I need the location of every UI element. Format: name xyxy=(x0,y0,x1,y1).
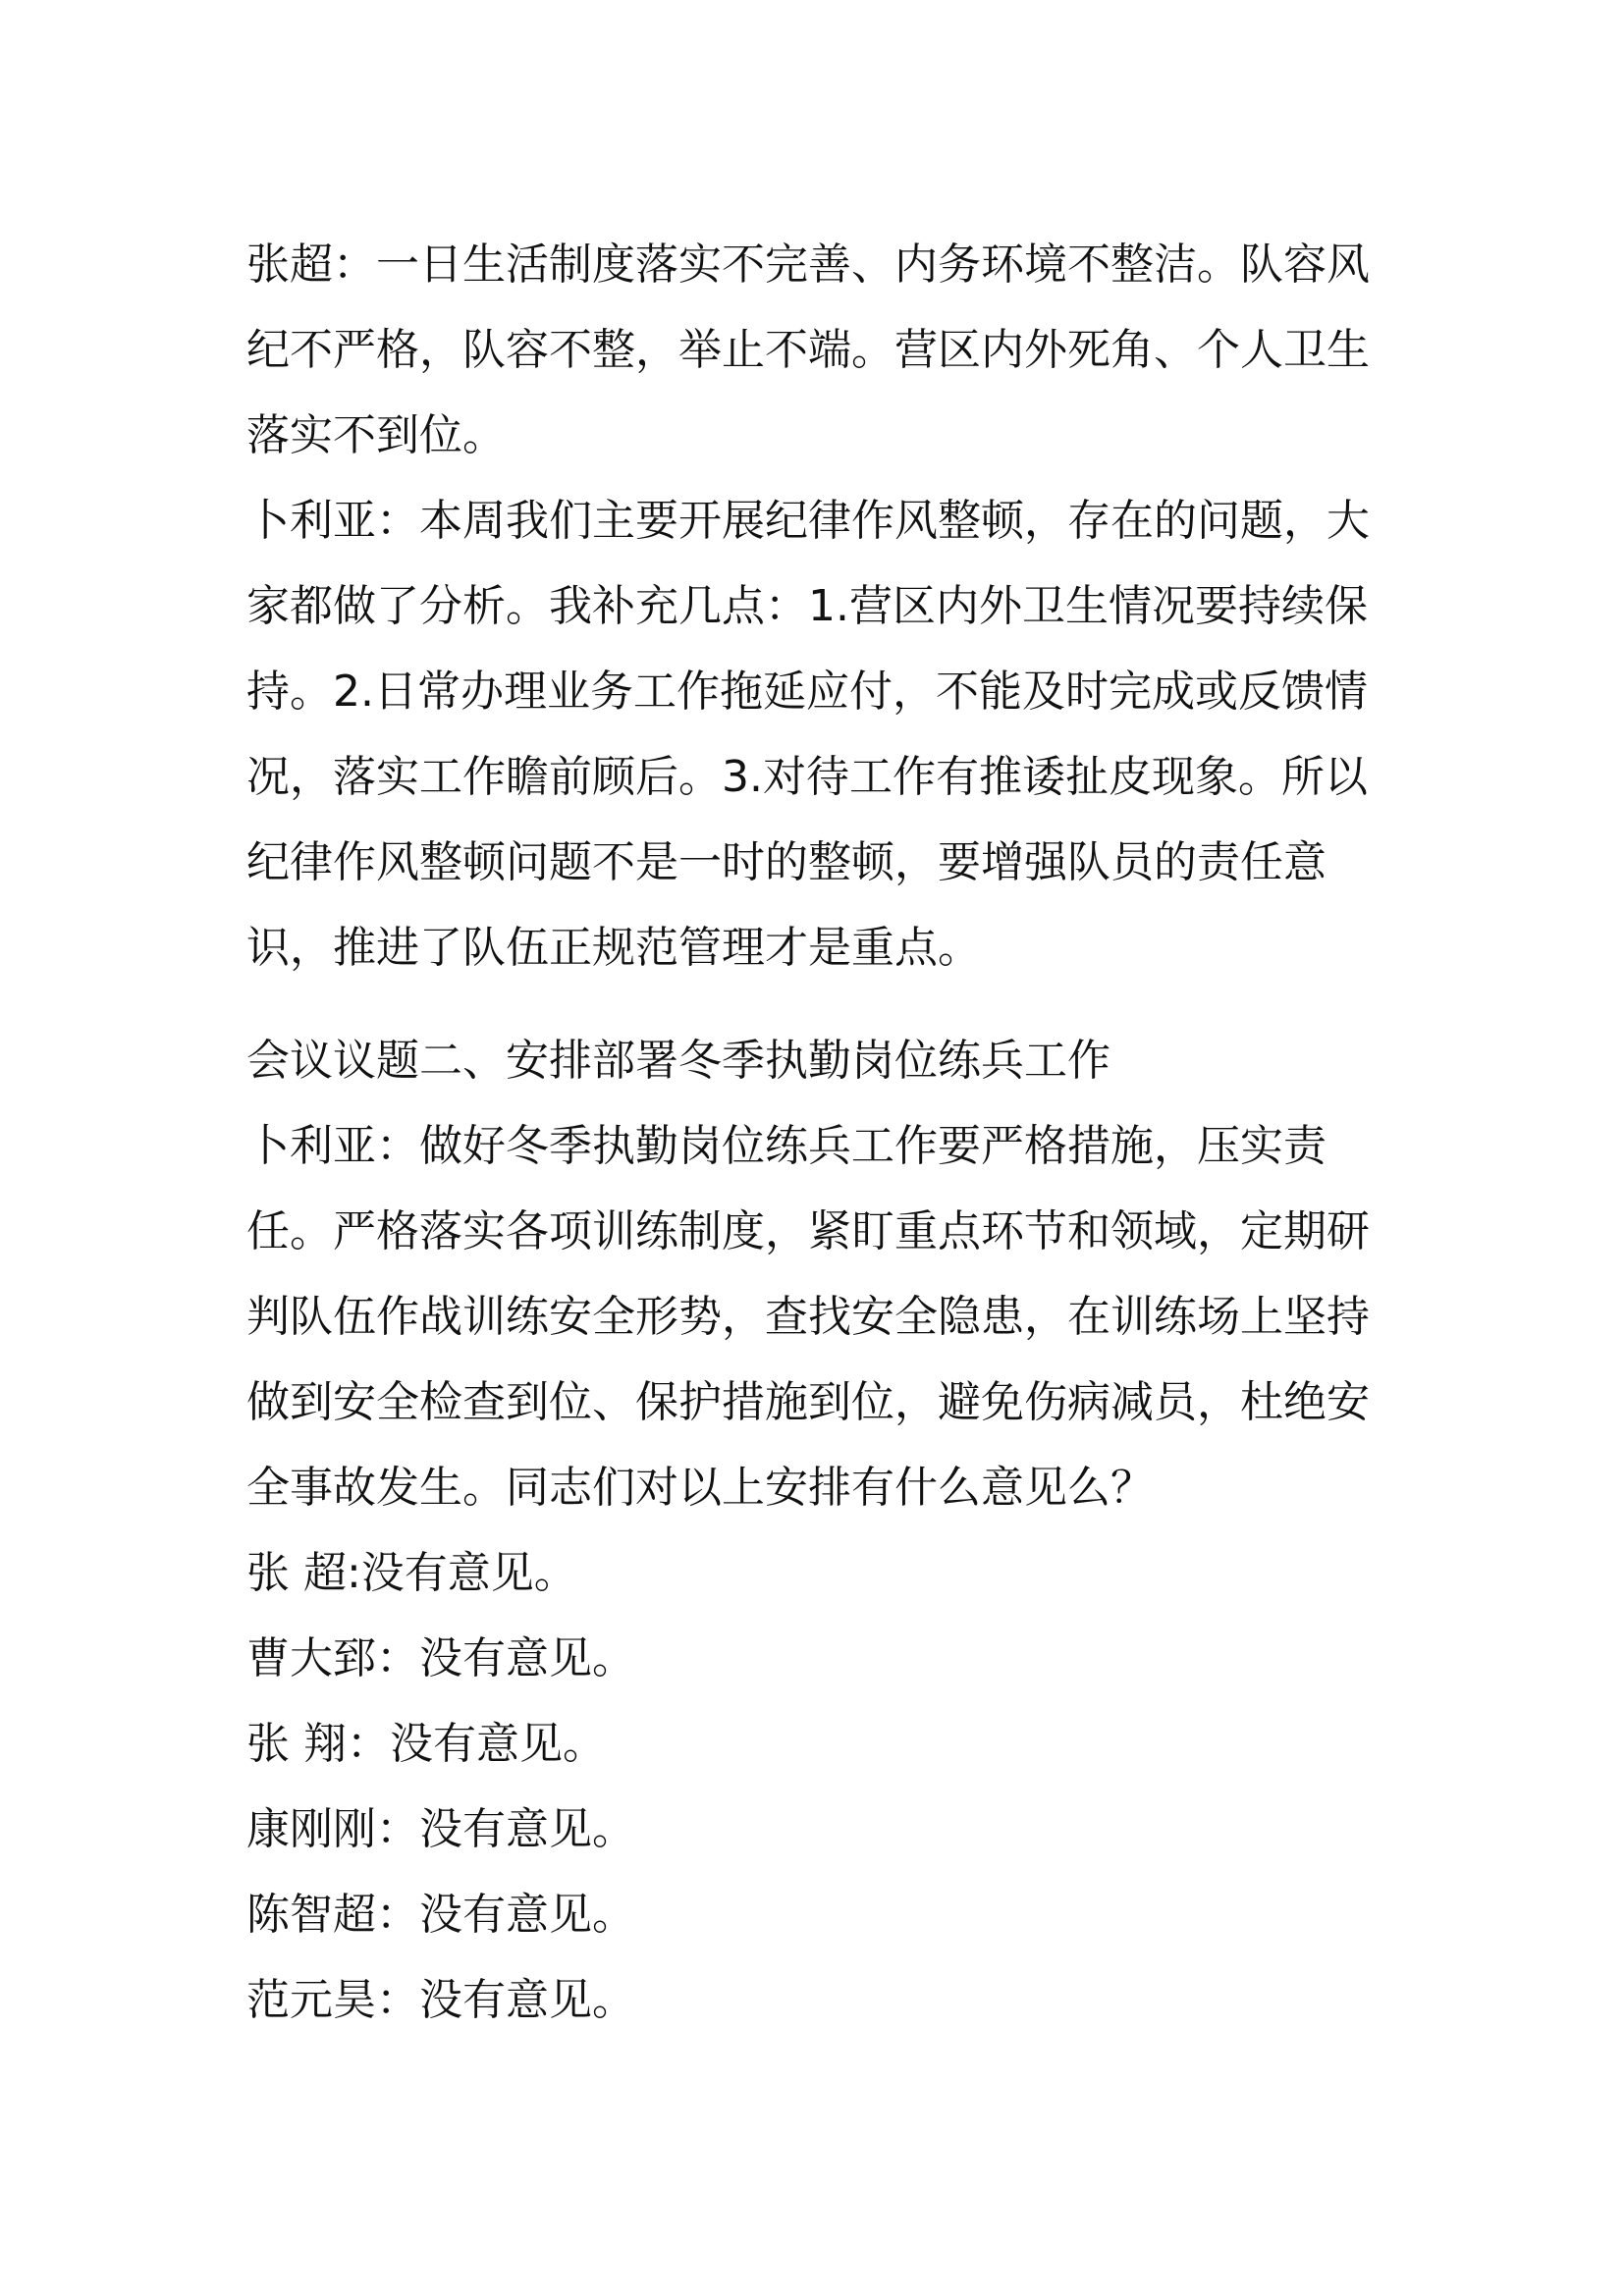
response-kang-ganggang: 康刚刚：没有意见。 xyxy=(246,1804,635,1854)
paragraph-bu-liya-discipline: 卜利亚：本周我们主要开展纪律作风整顿，存在的问题，大家都做了分析。我补充几点：1.营区内外卫生情况要持续保持。2.日常办理业务工作拖延应付，不能及时完成或反馈情况，落实工作瞻前顾后。3.对待工作有推诿扯皮现象。所以纪律作风整顿问题不是一时的整顿，要增强队员的责任意识，推进了队伍正规范管理才是重点。 xyxy=(246,496,1370,973)
response-zhang-chao: 张 超:没有意见。 xyxy=(246,1548,577,1598)
response-fan-yuanhao: 范元昊：没有意见。 xyxy=(246,1975,635,2025)
paragraph-bu-liya-winter-training: 卜利亚：做好冬季执勤岗位练兵工作要严格措施，压实责任。严格落实各项训练制度，紧盯重点环节和领域，定期研判队伍作战训练安全形势，查找安全隐患，在训练场上坚持做到安全检查到位、保护措施到位，避免伤病减员，杜绝安全事故发生。同志们对以上安排有什么意见么？ xyxy=(246,1121,1370,1513)
paragraph-zhangchao-issues: 张超：一日生活制度落实不完善、内务环境不整洁。队容风纪不严格，队容不整，举止不端。营区内外死角、个人卫生落实不到位。 xyxy=(246,240,1370,460)
response-zhang-xiang: 张 翔：没有意见。 xyxy=(246,1719,606,1769)
document-content xyxy=(246,222,1395,2043)
response-chen-zhichao: 陈智超：没有意见。 xyxy=(246,1890,635,1940)
agenda-item-two-title: 会议议题二、安排部署冬季执勤岗位练兵工作 xyxy=(246,1036,1110,1086)
response-cao-dazhi: 曹大郅：没有意见。 xyxy=(246,1633,635,1683)
